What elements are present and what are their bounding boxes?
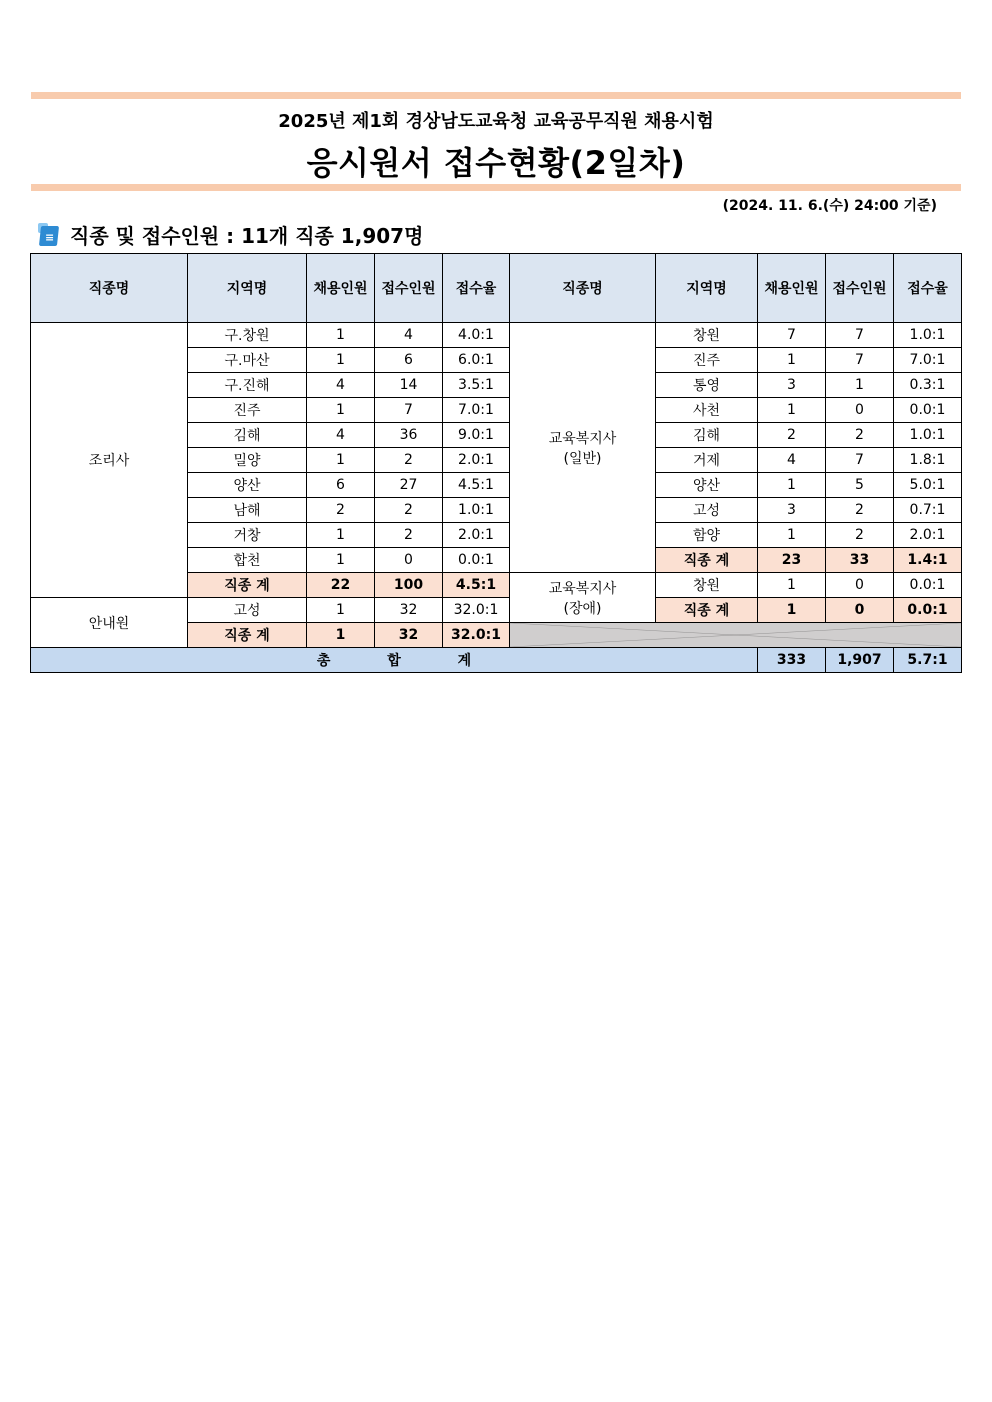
table-row bbox=[31, 323, 962, 348]
cell-applied: 0 bbox=[826, 573, 894, 598]
basis-date: (2024. 11. 6.(수) 24:00 기준) bbox=[722, 198, 937, 214]
cell-region: 밀양 bbox=[188, 448, 307, 473]
cell-applied: 7 bbox=[826, 323, 894, 348]
table-row bbox=[31, 598, 962, 623]
cell-applied: 4 bbox=[375, 323, 443, 348]
cell-rate: 0.3:1 bbox=[894, 373, 962, 398]
job-cook: 조리사 bbox=[31, 323, 188, 598]
cell-region: 김해 bbox=[188, 423, 307, 448]
job-guide: 안내원 bbox=[31, 598, 188, 648]
subtotal-hire: 23 bbox=[758, 548, 826, 573]
cell-applied: 2 bbox=[375, 448, 443, 473]
cell-applied: 2 bbox=[826, 498, 894, 523]
subtotal-applied: 0 bbox=[826, 598, 894, 623]
cell-region: 창원 bbox=[656, 323, 758, 348]
cell-region: 남해 bbox=[188, 498, 307, 523]
cell-region: 양산 bbox=[188, 473, 307, 498]
cell-rate: 9.0:1 bbox=[443, 423, 510, 448]
title-accent-bar bbox=[31, 184, 961, 191]
cell-rate: 2.0:1 bbox=[443, 448, 510, 473]
subtotal-applied: 33 bbox=[826, 548, 894, 573]
grand-total-rate: 5.7:1 bbox=[894, 648, 962, 673]
cell-rate: 2.0:1 bbox=[894, 523, 962, 548]
cell-region: 거창 bbox=[188, 523, 307, 548]
subtotal-applied: 32 bbox=[375, 623, 443, 648]
cell-region: 합천 bbox=[188, 548, 307, 573]
cell-hire: 4 bbox=[307, 373, 375, 398]
cell-hire: 1 bbox=[307, 598, 375, 623]
grand-total-row bbox=[31, 648, 962, 673]
cell-hire: 3 bbox=[758, 498, 826, 523]
cell-rate: 4.5:1 bbox=[443, 473, 510, 498]
cell-hire: 2 bbox=[758, 423, 826, 448]
cell-rate: 0.0:1 bbox=[443, 548, 510, 573]
cell-hire: 1 bbox=[758, 398, 826, 423]
subtotal-rate: 0.0:1 bbox=[894, 598, 962, 623]
cell-region: 진주 bbox=[188, 398, 307, 423]
col-applied-right: 접수인원 bbox=[826, 254, 894, 323]
subtotal-hire: 1 bbox=[307, 623, 375, 648]
cell-hire: 1 bbox=[758, 348, 826, 373]
cell-region: 구.창원 bbox=[188, 323, 307, 348]
top-accent-bar bbox=[31, 92, 961, 99]
cell-applied: 2 bbox=[375, 498, 443, 523]
document-title: 응시원서 접수현황(2일차) bbox=[306, 144, 686, 182]
cell-region: 통영 bbox=[656, 373, 758, 398]
cell-hire: 2 bbox=[307, 498, 375, 523]
col-region-left: 지역명 bbox=[188, 254, 307, 323]
cell-rate: 0.0:1 bbox=[894, 573, 962, 598]
cell-hire: 1 bbox=[307, 323, 375, 348]
empty-crossed-cell bbox=[510, 623, 962, 648]
job-welfare-disabled bbox=[510, 573, 656, 623]
cell-hire: 7 bbox=[758, 323, 826, 348]
col-hire-left: 채용인원 bbox=[307, 254, 375, 323]
cell-region: 창원 bbox=[656, 573, 758, 598]
col-job-right: 직종명 bbox=[510, 254, 656, 323]
job-welfare-general-line1: 교육복지사 bbox=[548, 430, 617, 447]
cell-rate: 0.0:1 bbox=[894, 398, 962, 423]
cell-rate: 1.0:1 bbox=[894, 423, 962, 448]
cell-hire: 1 bbox=[758, 573, 826, 598]
subtotal-rate: 4.5:1 bbox=[443, 573, 510, 598]
cell-rate: 0.7:1 bbox=[894, 498, 962, 523]
cell-rate: 5.0:1 bbox=[894, 473, 962, 498]
subtotal-rate: 32.0:1 bbox=[443, 623, 510, 648]
cell-applied: 7 bbox=[826, 448, 894, 473]
subtotal-hire: 22 bbox=[307, 573, 375, 598]
cell-hire: 1 bbox=[758, 523, 826, 548]
cell-applied: 6 bbox=[375, 348, 443, 373]
grand-total-label-text: 총 합 계 bbox=[316, 653, 498, 669]
cell-applied: 27 bbox=[375, 473, 443, 498]
cell-applied: 0 bbox=[826, 398, 894, 423]
cell-region: 구.진해 bbox=[188, 373, 307, 398]
cell-applied: 2 bbox=[826, 523, 894, 548]
application-status-table bbox=[30, 253, 962, 673]
cell-region: 고성 bbox=[188, 598, 307, 623]
cell-region: 고성 bbox=[656, 498, 758, 523]
cell-rate: 6.0:1 bbox=[443, 348, 510, 373]
subtotal-hire: 1 bbox=[758, 598, 826, 623]
subtotal-label: 직종 계 bbox=[656, 548, 758, 573]
cell-rate: 1.0:1 bbox=[894, 323, 962, 348]
cell-region: 진주 bbox=[656, 348, 758, 373]
cell-applied: 7 bbox=[826, 348, 894, 373]
cell-applied: 0 bbox=[375, 548, 443, 573]
cell-applied: 1 bbox=[826, 373, 894, 398]
cell-hire: 1 bbox=[307, 548, 375, 573]
cell-hire: 1 bbox=[758, 473, 826, 498]
subtotal-label: 직종 계 bbox=[188, 573, 307, 598]
cell-rate: 1.0:1 bbox=[443, 498, 510, 523]
cell-region: 함양 bbox=[656, 523, 758, 548]
cell-hire: 1 bbox=[307, 448, 375, 473]
cell-region: 구.마산 bbox=[188, 348, 307, 373]
cell-applied: 14 bbox=[375, 373, 443, 398]
cell-hire: 3 bbox=[758, 373, 826, 398]
cell-rate: 2.0:1 bbox=[443, 523, 510, 548]
col-job-left: 직종명 bbox=[31, 254, 188, 323]
cell-rate: 4.0:1 bbox=[443, 323, 510, 348]
col-hire-right: 채용인원 bbox=[758, 254, 826, 323]
cell-applied: 32 bbox=[375, 598, 443, 623]
cell-region: 김해 bbox=[656, 423, 758, 448]
cell-rate: 7.0:1 bbox=[894, 348, 962, 373]
cell-hire: 4 bbox=[307, 423, 375, 448]
subtotal-rate: 1.4:1 bbox=[894, 548, 962, 573]
cell-hire: 1 bbox=[307, 398, 375, 423]
cell-rate: 7.0:1 bbox=[443, 398, 510, 423]
col-region-right: 지역명 bbox=[656, 254, 758, 323]
cell-hire: 1 bbox=[307, 523, 375, 548]
section-heading bbox=[38, 220, 423, 249]
grand-total-hire: 333 bbox=[758, 648, 826, 673]
col-rate-right: 접수율 bbox=[894, 254, 962, 323]
section-title: 직종 및 접수인원 : 11개 직종 1,907명 bbox=[70, 224, 424, 248]
cell-hire: 1 bbox=[307, 348, 375, 373]
cell-applied: 5 bbox=[826, 473, 894, 498]
cell-applied: 2 bbox=[375, 523, 443, 548]
cell-region: 양산 bbox=[656, 473, 758, 498]
col-rate-left: 접수율 bbox=[443, 254, 510, 323]
grand-total-applied: 1,907 bbox=[826, 648, 894, 673]
cell-region: 사천 bbox=[656, 398, 758, 423]
job-welfare-disabled-line2: (장애) bbox=[563, 600, 602, 617]
subtotal-label: 직종 계 bbox=[188, 623, 307, 648]
cell-hire: 4 bbox=[758, 448, 826, 473]
cell-applied: 36 bbox=[375, 423, 443, 448]
subtotal-applied: 100 bbox=[375, 573, 443, 598]
cell-rate: 1.8:1 bbox=[894, 448, 962, 473]
cell-rate: 32.0:1 bbox=[443, 598, 510, 623]
job-welfare-general-line2: (일반) bbox=[563, 450, 602, 467]
cell-region: 거제 bbox=[656, 448, 758, 473]
cell-hire: 6 bbox=[307, 473, 375, 498]
cross-lines bbox=[510, 623, 961, 647]
subtotal-label: 직종 계 bbox=[656, 598, 758, 623]
cell-rate: 3.5:1 bbox=[443, 373, 510, 398]
job-welfare-disabled-line1: 교육복지사 bbox=[548, 580, 617, 597]
document-icon: ≡ bbox=[38, 223, 62, 247]
cell-applied: 7 bbox=[375, 398, 443, 423]
table-header-row bbox=[31, 254, 962, 323]
grand-total-label bbox=[31, 648, 758, 673]
document-subtitle: 2025년 제1회 경상남도교육청 교육공무직원 채용시험 bbox=[278, 111, 714, 132]
job-welfare-general bbox=[510, 323, 656, 573]
cell-applied: 2 bbox=[826, 423, 894, 448]
col-applied-left: 접수인원 bbox=[375, 254, 443, 323]
